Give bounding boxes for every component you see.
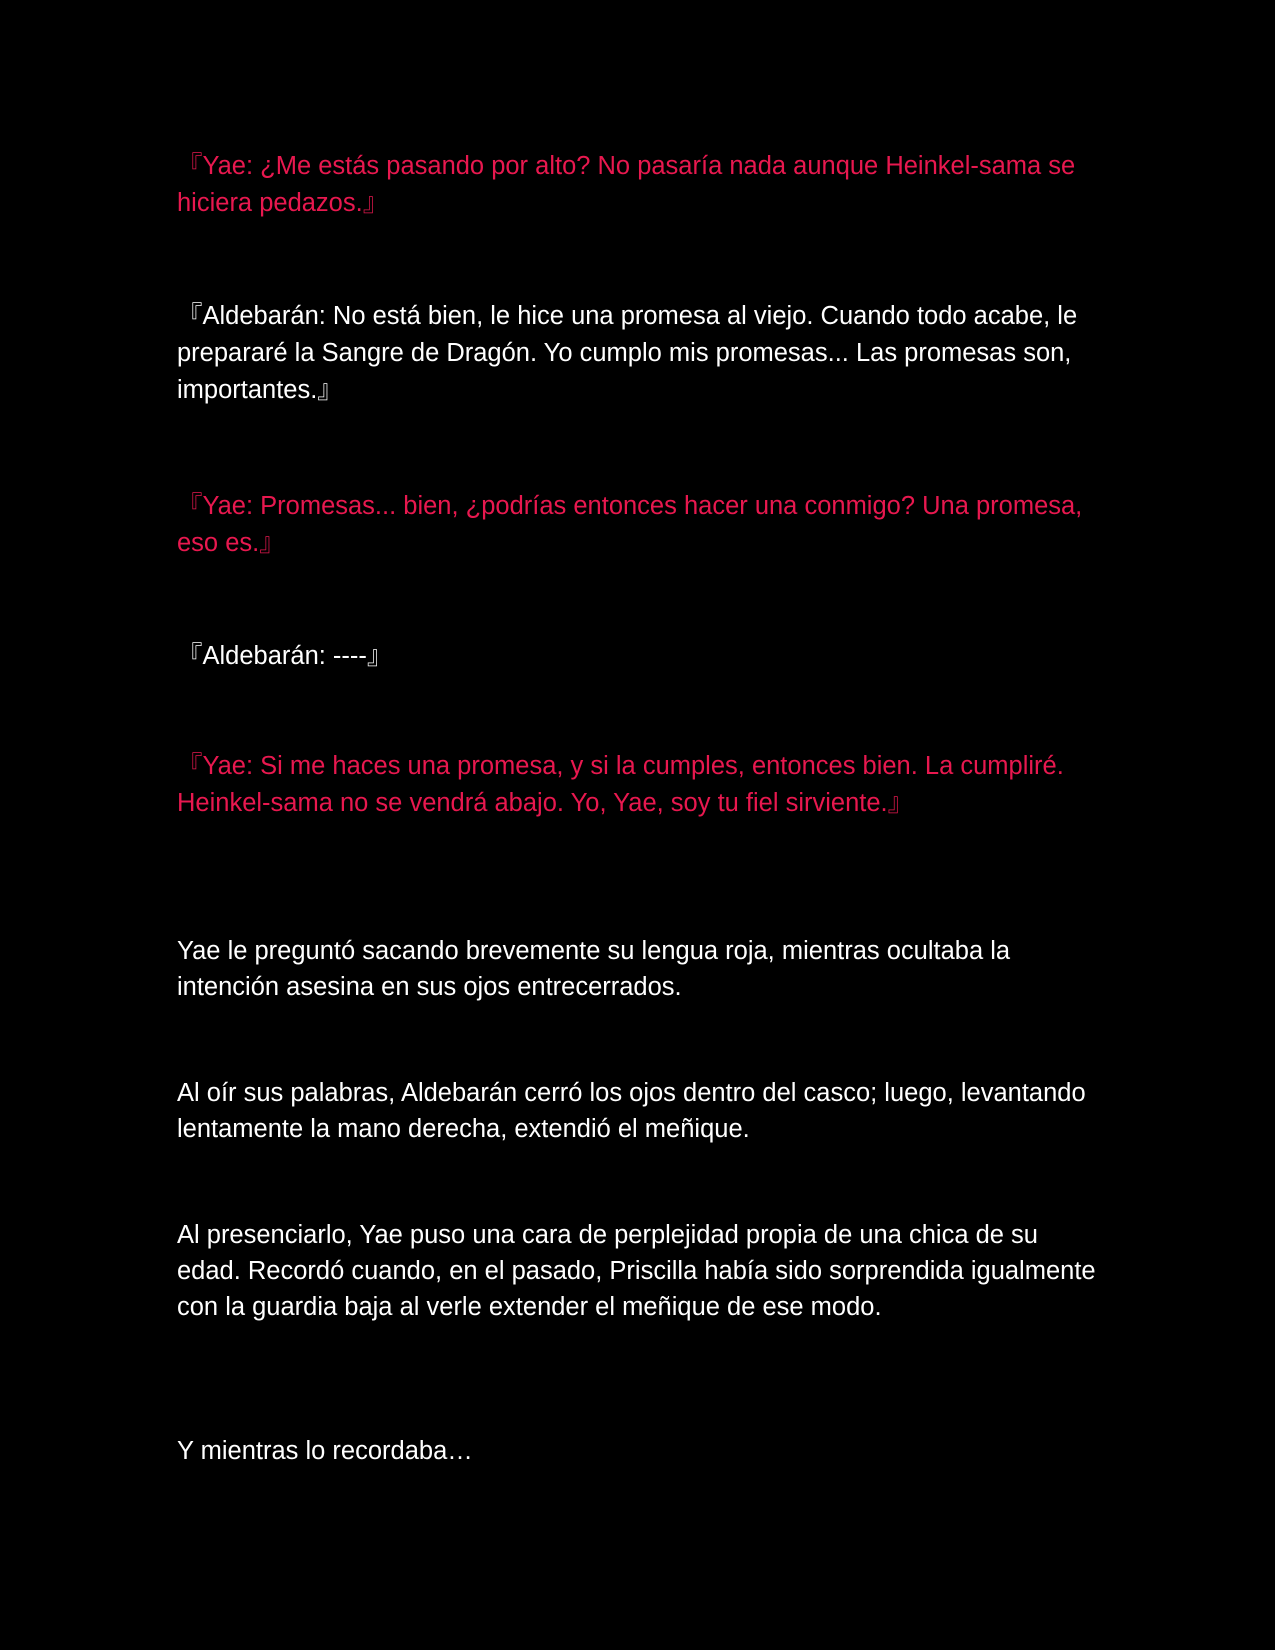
dialogue-aldebaran-1: 『Aldebarán: No está bien, le hice una promesa al viejo. Cuando todo acabe, le prepararé la Sangre de Dragón. Yo cumplo mis promesas... Las promesas son, importantes.』 <box>177 302 1078 404</box>
narration-paragraph-3: Al presenciarlo, Yae puso una cara de perplejidad propia de una chica de su edad. Recordó cuando, en el pasado, Priscilla había sido sorprendida igualmente con la guardia baja al verle extender el meñique de ese modo. <box>177 1221 1096 1321</box>
dialogue-yae-1: 『Yae: ¿Me estás pasando por alto? No pasaría nada aunque Heinkel-sama se hiciera pedazos.』 <box>177 152 1076 217</box>
narration-paragraph-4: Y mientras lo recordaba… <box>177 1437 473 1465</box>
dialogue-yae-2: 『Yae: Promesas... bien, ¿podrías entonces hacer una conmigo? Una promesa, eso es.』 <box>177 492 1083 557</box>
narration-paragraph-1: Yae le preguntó sacando brevemente su lengua roja, mientras ocultaba la intención asesina en sus ojos entrecerrados. <box>177 937 1011 1001</box>
narration-paragraph-2: Al oír sus palabras, Aldebarán cerró los ojos dentro del casco; luego, levantando lentamente la mano derecha, extendió el meñique. <box>177 1079 1086 1143</box>
dialogue-yae-3: 『Yae: Si me haces una promesa, y si la cumples, entonces bien. La cumpliré. Heinkel-sama no se vendrá abajo. Yo, Yae, soy tu fiel sirviente.』 <box>177 752 1064 817</box>
dialogue-aldebaran-2: 『Aldebarán: ----』 <box>177 642 393 670</box>
